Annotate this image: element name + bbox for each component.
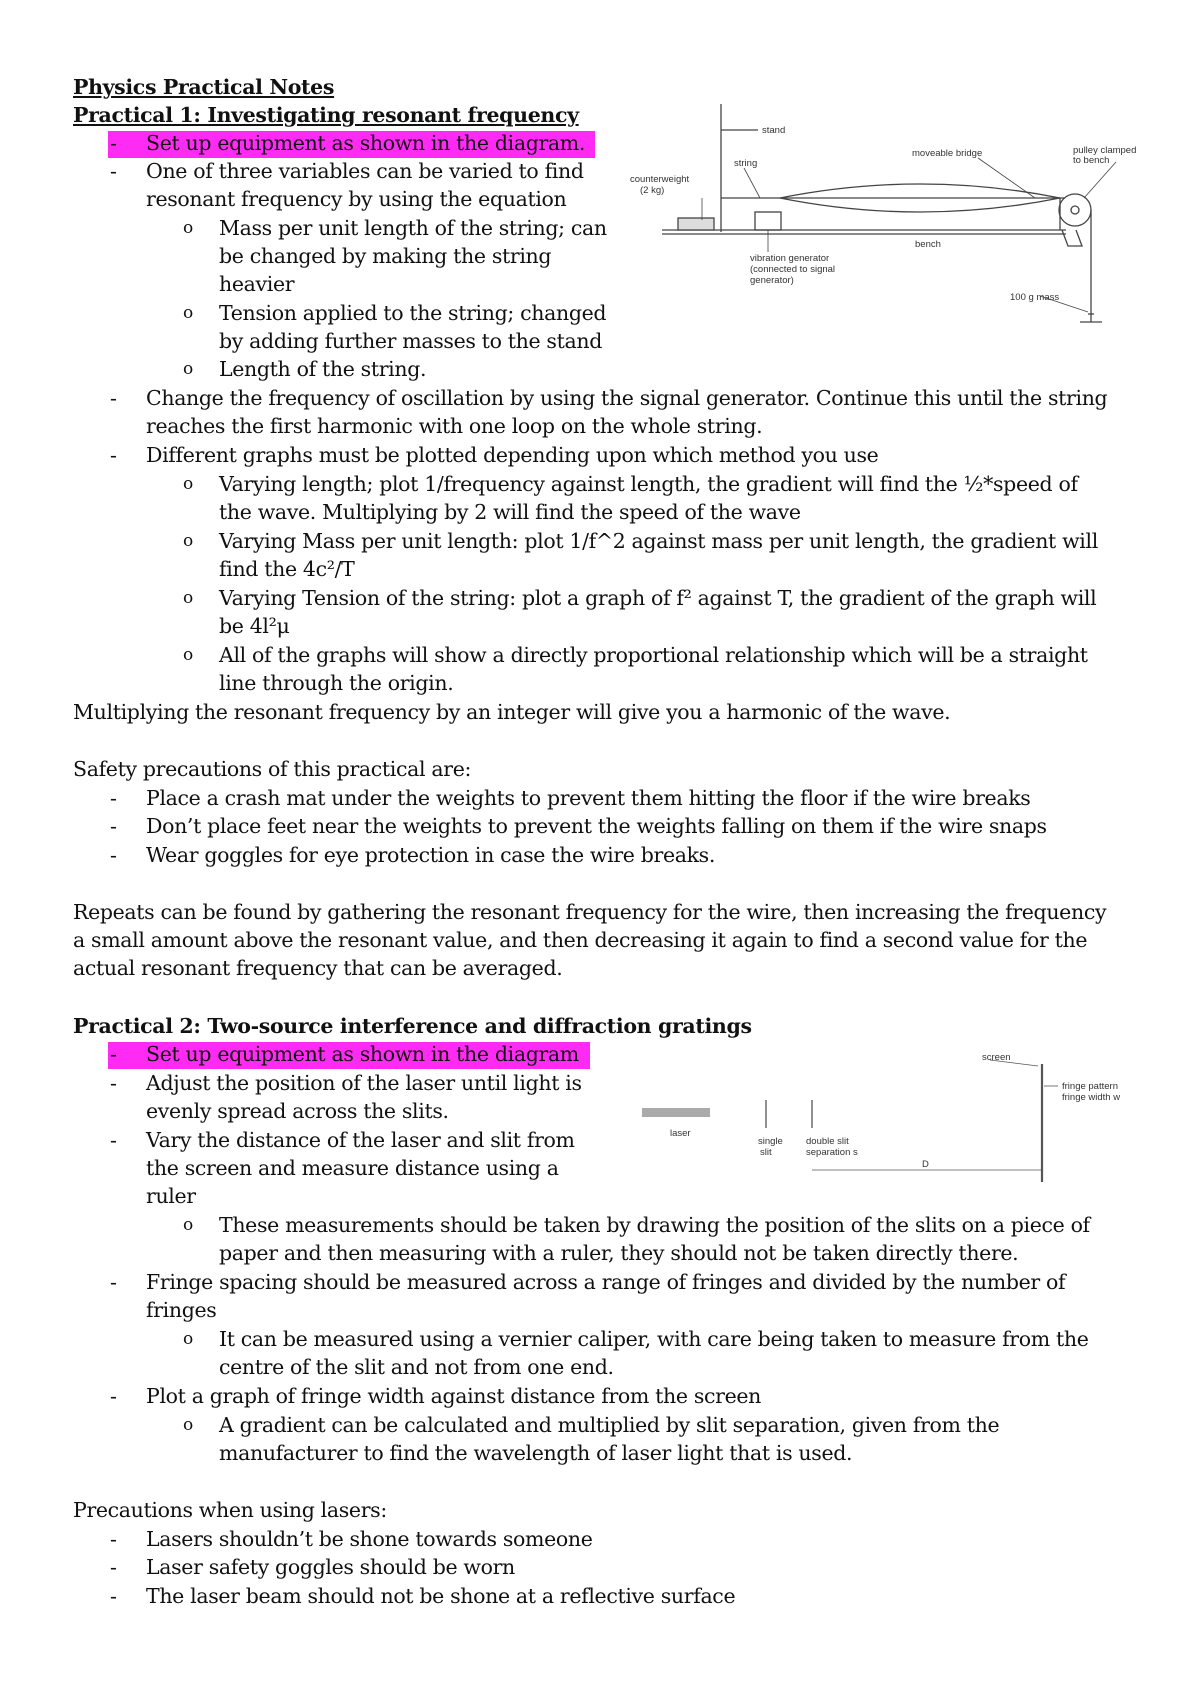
bullet-circle: o — [183, 1329, 194, 1349]
p1-safety-item: Place a crash mat under the weights to prevent them hitting the floor if the wire breaks — [146, 786, 1031, 810]
p2-measurement-note-cont: paper and then measuring with a ruler, they should not be taken directly there. — [219, 1241, 1019, 1265]
double-slit-diagram — [630, 1052, 1150, 1192]
p2-plot-step: Plot a graph of fringe width against distance from the screen — [146, 1384, 762, 1408]
bullet-dash: - — [110, 131, 117, 155]
p2-fringe-step: Fringe spacing should be measured across a range of fringes and divided by the number of — [146, 1270, 1066, 1294]
p1-safety-item: Don’t place feet near the weights to prevent the weights falling on them if the wire snaps — [146, 814, 1047, 838]
bullet-dash: - — [110, 814, 117, 838]
p2-vary-step-cont: ruler — [146, 1184, 196, 1208]
p2-vernier-note: It can be measured using a vernier caliper, with care being taken to measure from the — [219, 1327, 1089, 1351]
diagram-label: (2 kg) — [640, 185, 665, 196]
p1-repeats-paragraph-cont: a small amount above the resonant value, and then decreasing it again to find a second value for the — [73, 928, 1088, 952]
p1-graph-tension-cont: be 4l²μ — [219, 614, 290, 638]
diagram-label: bench — [915, 239, 941, 250]
p2-laser-intro: Precautions when using lasers: — [73, 1498, 387, 1522]
p1-graph-proportional-cont: line through the origin. — [219, 671, 454, 695]
p2-step-setup: Set up equipment as shown in the diagram — [146, 1042, 579, 1066]
p1-harmonic-note: Multiplying the resonant frequency by an integer will give you a harmonic of the wave. — [73, 700, 951, 724]
p2-laser-item: Laser safety goggles should be worn — [146, 1555, 515, 1579]
p2-vary-step: Vary the distance of the laser and slit from — [146, 1128, 575, 1152]
diagram-label: single — [758, 1136, 783, 1147]
p1-tension-item: Tension applied to the string; changed — [219, 301, 607, 325]
diagram-label: pulley clamped — [1073, 145, 1137, 156]
p1-safety-intro: Safety precautions of this practical are: — [73, 757, 472, 781]
bullet-circle: o — [183, 531, 194, 551]
bullet-dash: - — [110, 1384, 117, 1408]
p1-graph-mass: Varying Mass per unit length: plot 1/f^2 against mass per unit length, the gradient will — [219, 529, 1098, 553]
bullet-circle: o — [183, 1215, 194, 1235]
p1-graph-mass-cont: find the 4c²/T — [219, 557, 355, 581]
p1-graph-tension: Varying Tension of the string: plot a graph of f² against T, the gradient of the graph will — [219, 586, 1097, 610]
bullet-dash: - — [110, 786, 117, 810]
diagram-label: double slit — [806, 1136, 849, 1147]
p1-safety-item: Wear goggles for eye protection in case the wire breaks. — [146, 843, 716, 867]
bullet-dash: - — [110, 443, 117, 467]
diagram-label: vibration generator — [750, 253, 830, 264]
diagram-label: screen — [982, 1052, 1011, 1063]
bullet-dash: - — [110, 1042, 117, 1066]
bullet-dash: - — [110, 1128, 117, 1152]
p1-step-setup: Set up equipment as shown in the diagram. — [146, 131, 586, 155]
p2-measurement-note: These measurements should be taken by drawing the position of the slits on a piece of — [219, 1213, 1090, 1237]
bullet-dash: - — [110, 159, 117, 183]
practical-2-heading: Practical 2: Two-source interference and diffraction gratings — [73, 1014, 752, 1038]
practical-1-heading: Practical 1: Investigating resonant frequency — [73, 103, 579, 127]
bullet-dash: - — [110, 843, 117, 867]
p1-repeats-paragraph: Repeats can be found by gathering the resonant frequency for the wire, then increasing the frequency — [73, 900, 1107, 924]
p2-vary-step-cont: the screen and measure distance using a — [146, 1156, 559, 1180]
document-title: Physics Practical Notes — [73, 75, 335, 99]
p1-frequency-step: Change the frequency of oscillation by using the signal generator. Continue this until the string — [146, 386, 1108, 410]
diagram-label: generator) — [750, 275, 794, 286]
diagram-label: moveable bridge — [912, 148, 983, 159]
p2-gradient-note-cont: manufacturer to find the wavelength of laser light that is used. — [219, 1441, 853, 1465]
diagram-label: D — [922, 1159, 929, 1170]
p1-step-variables-cont: resonant frequency by using the equation — [146, 187, 567, 211]
p2-laser-item: The laser beam should not be shone at a reflective surface — [146, 1584, 736, 1608]
p1-graph-length-cont: the wave. Multiplying by 2 will find the speed of the wave — [219, 500, 801, 524]
p1-repeats-paragraph-cont: actual resonant frequency that can be averaged. — [73, 956, 563, 980]
bullet-dash: - — [110, 1527, 117, 1551]
diagram-label: laser — [670, 1128, 691, 1139]
bullet-circle: o — [183, 218, 194, 238]
diagram-label: (connected to signal — [750, 264, 836, 275]
bullet-circle: o — [183, 1415, 194, 1435]
bullet-circle: o — [183, 303, 194, 323]
diagram-label: counterweight — [630, 174, 690, 185]
diagram-label: separation s — [806, 1147, 858, 1158]
resonance-apparatus-diagram — [630, 100, 1150, 350]
p2-adjust-step: Adjust the position of the laser until light is — [146, 1071, 582, 1095]
p2-gradient-note: A gradient can be calculated and multiplied by slit separation, given from the — [219, 1413, 1000, 1437]
p1-length-item: Length of the string. — [219, 357, 427, 381]
p1-mass-item: Mass per unit length of the string; can — [219, 216, 607, 240]
diagram-label: 100 g mass — [1010, 292, 1060, 303]
p1-mass-item-cont: heavier — [219, 272, 295, 296]
bullet-dash: - — [110, 386, 117, 410]
diagram-label: slit — [760, 1147, 772, 1158]
bullet-circle: o — [183, 588, 194, 608]
bullet-circle: o — [183, 645, 194, 665]
p1-graph-proportional: All of the graphs will show a directly proportional relationship which will be a straight — [219, 643, 1088, 667]
bullet-dash: - — [110, 1584, 117, 1608]
bullet-dash: - — [110, 1555, 117, 1579]
p1-graphs-step: Different graphs must be plotted depending upon which method you use — [146, 443, 879, 467]
p1-frequency-step-cont: reaches the first harmonic with one loop on the whole string. — [146, 414, 763, 438]
bullet-circle: o — [183, 359, 194, 379]
diagram-label: to bench — [1073, 155, 1110, 166]
diagram-label: string — [734, 158, 758, 169]
p2-adjust-step-cont: evenly spread across the slits. — [146, 1099, 449, 1123]
p2-fringe-step-cont: fringes — [146, 1298, 217, 1322]
diagram-label: stand — [762, 125, 786, 136]
bullet-circle: o — [183, 474, 194, 494]
bullet-dash: - — [110, 1270, 117, 1294]
p1-tension-item-cont: by adding further masses to the stand — [219, 329, 602, 353]
p1-step-variables: One of three variables can be varied to find — [146, 159, 584, 183]
bullet-dash: - — [110, 1071, 117, 1095]
p2-laser-item: Lasers shouldn’t be shone towards someone — [146, 1527, 593, 1551]
p1-mass-item-cont: be changed by making the string — [219, 244, 552, 268]
p1-graph-length: Varying length; plot 1/frequency against length, the gradient will find the ½*speed of — [219, 472, 1078, 496]
p2-vernier-note-cont: centre of the slit and not from one end. — [219, 1355, 614, 1379]
diagram-label: fringe width w — [1062, 1092, 1121, 1103]
diagram-label: fringe pattern — [1062, 1081, 1118, 1092]
